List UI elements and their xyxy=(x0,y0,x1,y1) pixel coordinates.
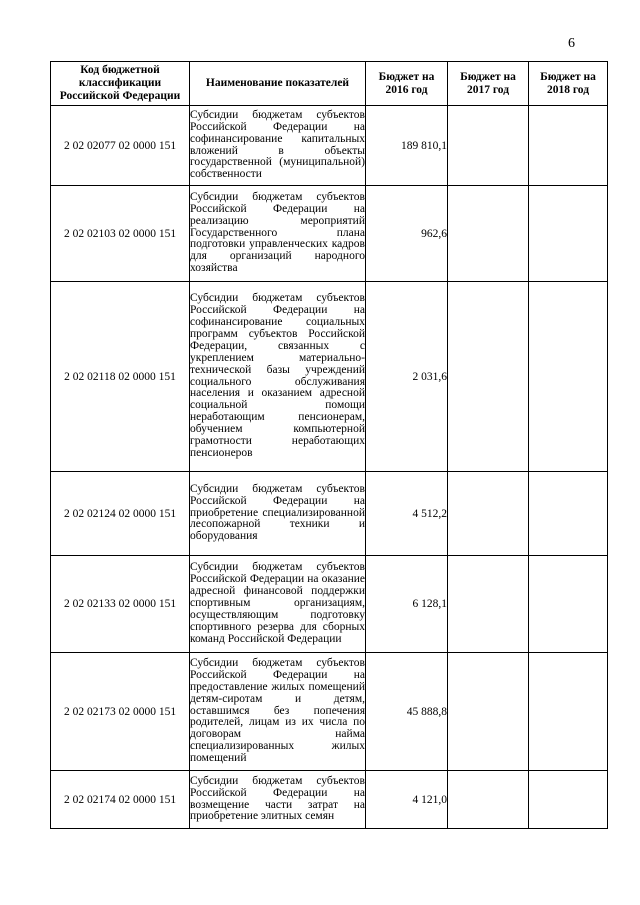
row-code: 2 02 02173 02 0000 151 xyxy=(51,653,190,771)
row-budget-2017 xyxy=(448,771,529,829)
row-budget-2017 xyxy=(448,282,529,472)
row-budget-2016: 4 121,0 xyxy=(366,771,448,829)
row-budget-2017 xyxy=(448,556,529,653)
row-name: Субсидии бюджетам субъектов Российской Федерации на софинансирование капитальных вложений в объекты государственной (муниципальной) собственности xyxy=(190,106,366,186)
header-name: Наименование показателей xyxy=(190,62,366,106)
table-row xyxy=(51,106,608,186)
row-code: 2 02 02103 02 0000 151 xyxy=(51,186,190,282)
budget-table xyxy=(50,61,608,829)
row-budget-2018 xyxy=(529,653,608,771)
header-budget-2016: Бюджет на 2016 год xyxy=(366,62,448,106)
row-budget-2017 xyxy=(448,186,529,282)
row-name: Субсидии бюджетам субъектов Российской Федерации на оказание адресной финансовой поддержки спортивным организациям, осуществляющим подготовку спортивного резерва для сборных команд Российской Федерации xyxy=(190,556,366,653)
row-budget-2016: 4 512,2 xyxy=(366,472,448,556)
row-budget-2016: 189 810,1 xyxy=(366,106,448,186)
row-code: 2 02 02077 02 0000 151 xyxy=(51,106,190,186)
table-row xyxy=(51,771,608,829)
row-budget-2018 xyxy=(529,106,608,186)
page-number: 6 xyxy=(568,36,575,51)
table-row xyxy=(51,472,608,556)
table-row xyxy=(51,556,608,653)
header-budget-2018: Бюджет на 2018 год xyxy=(529,62,608,106)
row-budget-2017 xyxy=(448,106,529,186)
header-code: Код бюджетной классификации Российской Федерации xyxy=(51,62,190,106)
row-budget-2016: 45 888,8 xyxy=(366,653,448,771)
row-name: Субсидии бюджетам субъектов Российской Федерации на реализацию мероприятий Государственного плана подготовки управленческих кадров для организаций народного хозяйства xyxy=(190,186,366,282)
row-name: Субсидии бюджетам субъектов Российской Федерации на возмещение части затрат на приобретение элитных семян xyxy=(190,771,366,829)
row-name: Субсидии бюджетам субъектов Российской Федерации на предоставление жилых помещений детям-сиротам и детям, оставшимся без попечения родителей, лицам из их числа по договорам найма специализированных жилых помещений xyxy=(190,653,366,771)
row-name: Субсидии бюджетам субъектов Российской Федерации на приобретение специализированной лесопожарной техники и оборудования xyxy=(190,472,366,556)
table-header-row xyxy=(51,62,608,106)
table-row xyxy=(51,653,608,771)
row-budget-2018 xyxy=(529,186,608,282)
row-budget-2018 xyxy=(529,556,608,653)
row-budget-2018 xyxy=(529,472,608,556)
table-row xyxy=(51,186,608,282)
row-code: 2 02 02118 02 0000 151 xyxy=(51,282,190,472)
row-budget-2017 xyxy=(448,653,529,771)
row-budget-2016: 6 128,1 xyxy=(366,556,448,653)
row-code: 2 02 02133 02 0000 151 xyxy=(51,556,190,653)
row-name: Субсидии бюджетам субъектов Российской Федерации на софинансирование социальных программ субъектов Российской Федерации, связанных с укреплением материально-технической базы учреждений социального обслуживания населения и оказанием адресной социальной помощи неработающим пенсионерам, обучением компьютерной грамотности неработающих пенсионеров xyxy=(190,282,366,472)
row-budget-2018 xyxy=(529,282,608,472)
header-budget-2017: Бюджет на 2017 год xyxy=(448,62,529,106)
row-budget-2017 xyxy=(448,472,529,556)
row-budget-2016: 962,6 xyxy=(366,186,448,282)
row-code: 2 02 02124 02 0000 151 xyxy=(51,472,190,556)
row-budget-2018 xyxy=(529,771,608,829)
row-budget-2016: 2 031,6 xyxy=(366,282,448,472)
table-row xyxy=(51,282,608,472)
row-code: 2 02 02174 02 0000 151 xyxy=(51,771,190,829)
